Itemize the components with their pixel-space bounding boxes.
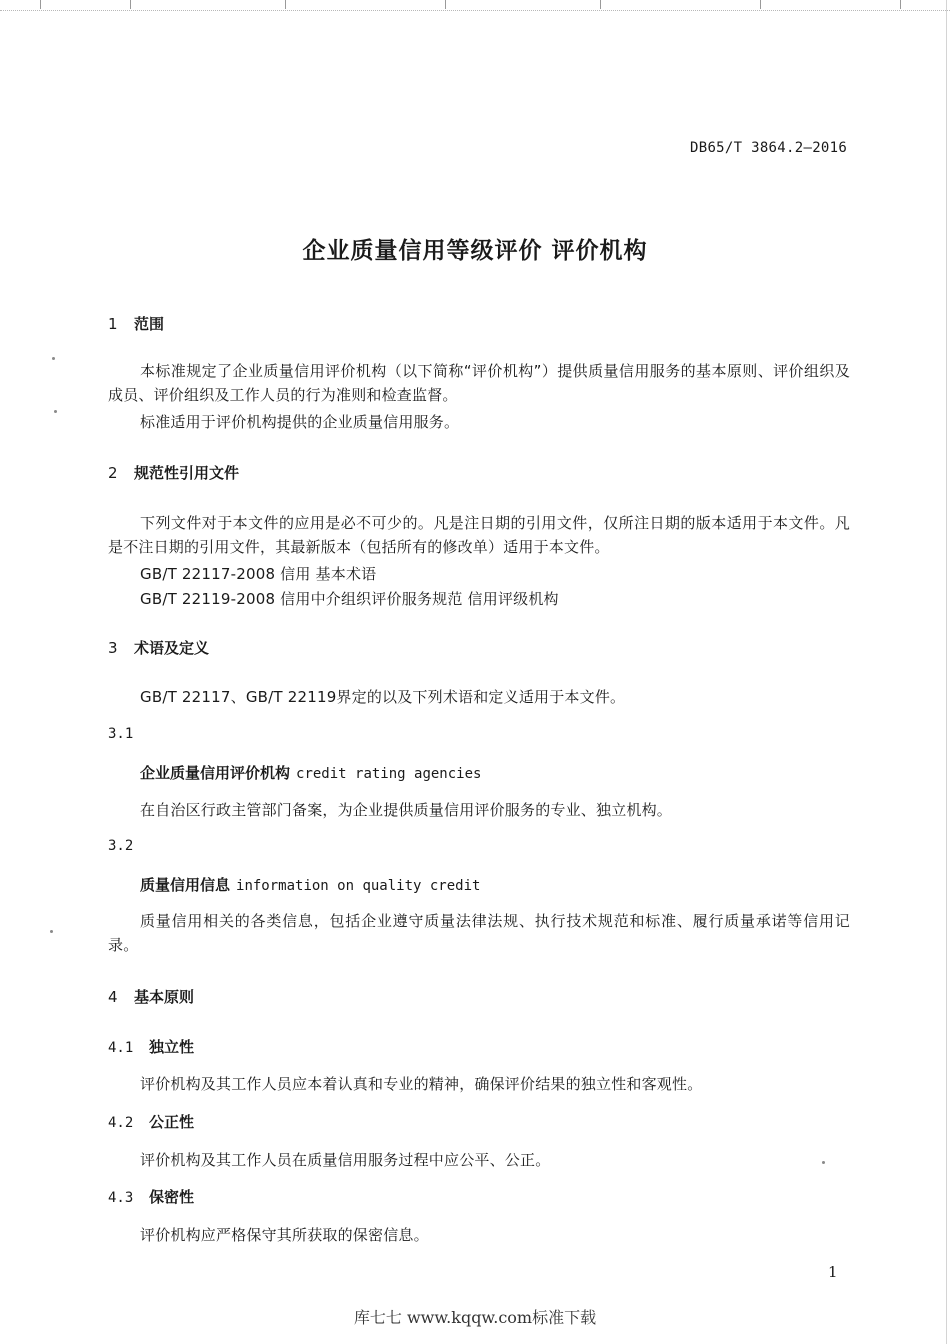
scan-edge-top — [0, 0, 950, 11]
section-1-paragraph-2: 标准适用于评价机构提供的企业质量信用服务。 — [140, 413, 460, 431]
section-number: 2 — [108, 464, 118, 482]
term-english: information on quality credit — [236, 878, 481, 894]
section-number: 1 — [108, 315, 118, 333]
scan-tick — [40, 0, 41, 9]
subsection-4-2-text: 评价机构及其工作人员在质量信用服务过程中应公平、公正。 — [140, 1151, 551, 1169]
section-title: 术语及定义 — [134, 639, 210, 657]
term-3-2-definition: 质量信用相关的各类信息，包括企业遵守质量法律法规、执行技术规范和标准、履行质量承诺等信用记录。 — [108, 912, 850, 954]
section-title: 范围 — [134, 315, 165, 333]
scan-tick — [900, 0, 901, 9]
footer-watermark: 库七七 www.kqqw.com标准下载 — [353, 1308, 597, 1327]
subsection-4-2-heading — [108, 1111, 194, 1132]
scan-speck — [52, 357, 55, 360]
subsection-4-1-heading — [108, 1036, 194, 1057]
scan-speck — [822, 1161, 825, 1164]
subsection-number: 4.3 — [108, 1190, 134, 1206]
term-chinese: 质量信用信息 — [140, 876, 231, 894]
page-number: 1 — [828, 1263, 838, 1281]
normative-reference-2: GB/T 22119-2008 信用中介组织评价服务规范 信用评级机构 — [140, 590, 559, 608]
subsection-number: 4.1 — [108, 1040, 134, 1056]
scan-tick — [130, 0, 131, 9]
section-title: 基本原则 — [134, 988, 195, 1006]
term-3-2-number: 3.2 — [108, 838, 134, 854]
term-3-1-definition: 在自治区行政主管部门备案，为企业提供质量信用评价服务的专业、独立机构。 — [140, 801, 673, 819]
scan-tick — [760, 0, 761, 9]
section-3-paragraph: GB/T 22117、GB/T 22119界定的以及下列术语和定义适用于本文件。 — [140, 688, 626, 706]
subsection-title: 独立性 — [149, 1038, 195, 1056]
normative-reference-1: GB/T 22117-2008 信用 基本术语 — [140, 565, 377, 583]
subsection-4-3-text: 评价机构应严格保守其所获取的保密信息。 — [140, 1226, 429, 1244]
section-1-heading — [108, 313, 164, 334]
section-2-heading — [108, 462, 239, 483]
section-4-heading — [108, 986, 194, 1007]
document-title: 企业质量信用等级评价 评价机构 — [302, 238, 648, 264]
term-3-2 — [140, 874, 480, 895]
section-title: 规范性引用文件 — [134, 464, 240, 482]
subsection-number: 4.2 — [108, 1115, 134, 1131]
term-english: credit rating agencies — [296, 766, 482, 782]
section-2-paragraph: 下列文件对于本文件的应用是必不可少的。凡是注日期的引用文件，仅所注日期的版本适用于本文件。凡是不注日期的引用文件，其最新版本（包括所有的修改单）适用于本文件。 — [108, 514, 850, 556]
subsection-4-1-text: 评价机构及其工作人员应本着认真和专业的精神，确保评价结果的独立性和客观性。 — [140, 1075, 703, 1093]
section-number: 3 — [108, 639, 118, 657]
subsection-title: 保密性 — [149, 1188, 195, 1206]
subsection-title: 公正性 — [149, 1113, 195, 1131]
section-3-heading — [108, 637, 209, 658]
scan-edge-right — [946, 0, 947, 1344]
scan-tick — [285, 0, 286, 9]
standard-code: DB65/T 3864.2—2016 — [690, 140, 848, 156]
term-3-1-number: 3.1 — [108, 726, 134, 742]
section-number: 4 — [108, 988, 118, 1006]
term-chinese: 企业质量信用评价机构 — [140, 764, 291, 782]
scan-speck — [50, 930, 53, 933]
section-1-paragraph-1: 本标准规定了企业质量信用评价机构（以下简称“评价机构”）提供质量信用服务的基本原则、评价组织及成员、评价组织及工作人员的行为准则和检查监督。 — [108, 362, 850, 404]
scan-tick — [600, 0, 601, 9]
term-3-1 — [140, 762, 481, 783]
scan-speck — [54, 410, 57, 413]
scan-tick — [445, 0, 446, 9]
subsection-4-3-heading — [108, 1186, 194, 1207]
